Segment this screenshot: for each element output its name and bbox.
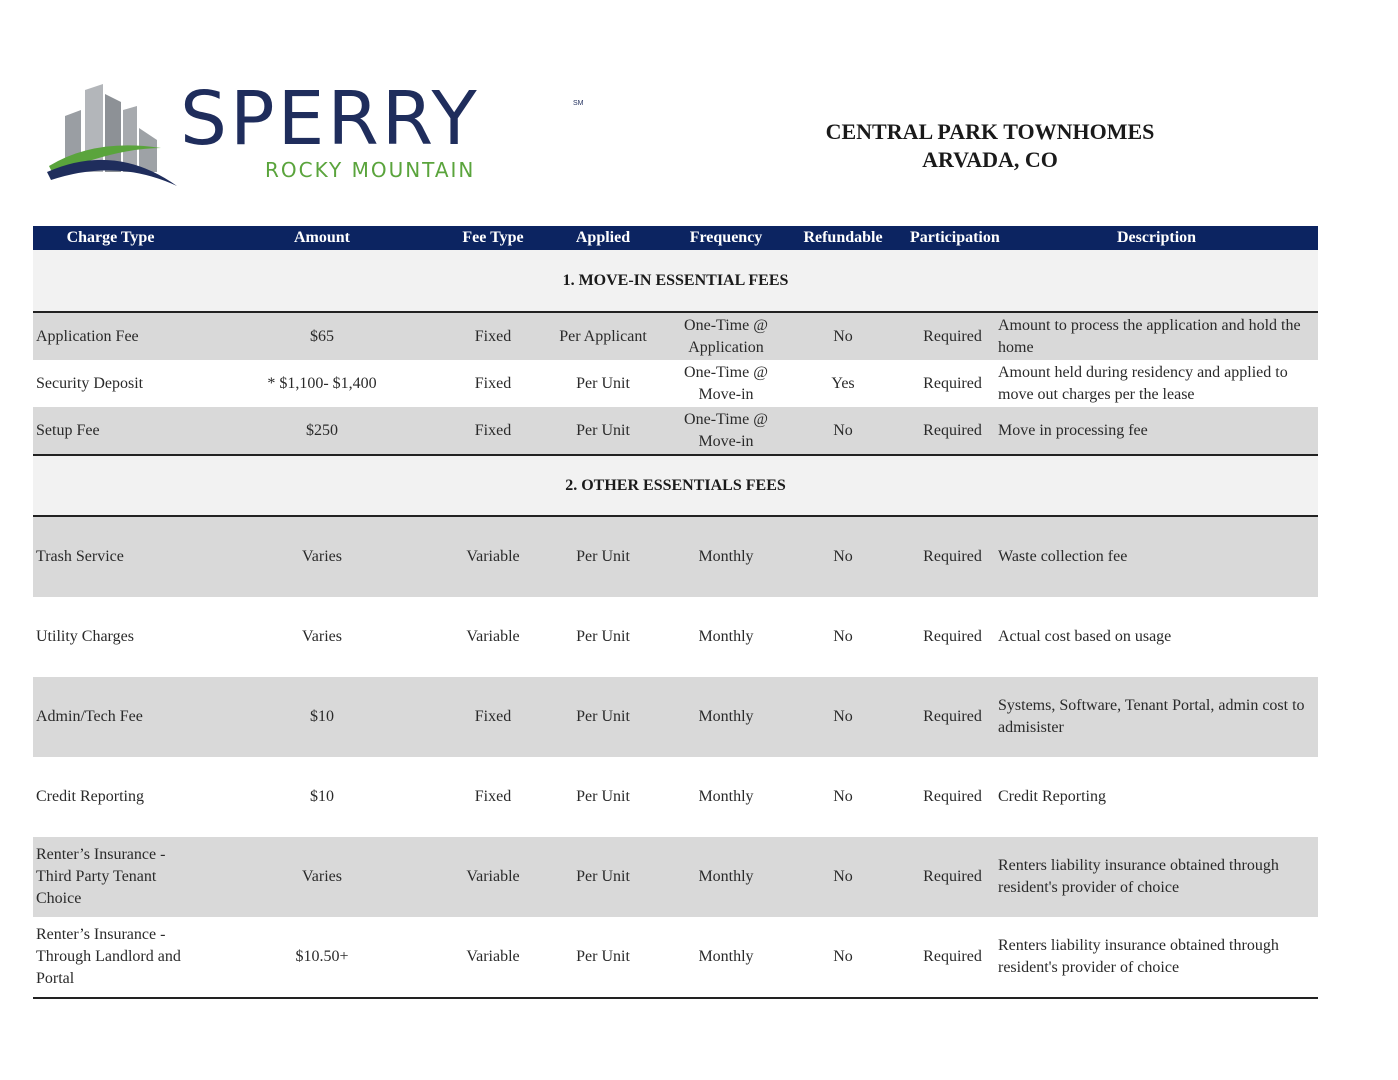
cell-fee-type: Fixed <box>474 327 512 345</box>
column-header: Charge Type <box>66 229 155 246</box>
cell-amount: Varies <box>302 628 342 645</box>
cell-description: Renters liability insurance obtained through resident's provider of choice <box>998 857 1279 896</box>
cell-description: Systems, Software, Tenant Portal, admin cost to admisister <box>998 697 1305 736</box>
table-row <box>33 917 1318 999</box>
cell-fee-type: Variable <box>466 548 520 565</box>
cell-description: Amount to process the application and hold the home <box>998 316 1301 356</box>
cell-frequency: Monthly <box>698 708 754 725</box>
fee-table <box>33 226 1318 999</box>
table-header-row <box>33 226 1318 250</box>
cell-charge-type: Renter’s Insurance - Third Party Tenant Choice <box>36 846 166 907</box>
cell-frequency: One-Time @ Move-in <box>684 363 768 403</box>
cell-fee-type: Fixed <box>474 421 512 439</box>
cell-applied: Per Unit <box>576 788 630 805</box>
cell-participation: Required <box>923 708 982 725</box>
cell-participation: Required <box>923 868 982 885</box>
cell-participation: Required <box>923 788 982 805</box>
cell-charge-type: Setup Fee <box>36 421 100 439</box>
property-name: CENTRAL PARK TOWNHOMES <box>825 119 1155 144</box>
cell-frequency: Monthly <box>698 948 754 965</box>
cell-refundable: No <box>833 868 853 885</box>
logo-service-mark: SM <box>573 100 584 107</box>
cell-fee-type: Variable <box>466 868 520 885</box>
cell-frequency: Monthly <box>698 548 754 565</box>
cell-applied: Per Unit <box>576 421 630 439</box>
cell-amount: $10 <box>310 708 334 725</box>
cell-applied: Per Unit <box>576 374 630 392</box>
cell-charge-type: Admin/Tech Fee <box>36 708 143 725</box>
column-header: Description <box>1116 229 1197 246</box>
cell-charge-type: Utility Charges <box>36 628 134 645</box>
column-header: Amount <box>293 229 350 246</box>
cell-refundable: No <box>833 548 853 565</box>
column-header: Refundable <box>803 229 883 246</box>
column-header: Applied <box>575 229 631 246</box>
cell-refundable: No <box>833 788 853 805</box>
cell-amount: Varies <box>302 868 342 885</box>
cell-charge-type: Application Fee <box>36 327 139 345</box>
cell-fee-type: Fixed <box>474 374 512 392</box>
cell-applied: Per Unit <box>576 868 630 885</box>
cell-refundable: No <box>833 708 853 725</box>
cell-description: Move in processing fee <box>998 421 1148 439</box>
table-row <box>33 313 1318 360</box>
cell-description: Amount held during residency and applied to move out charges per the lease <box>998 363 1288 403</box>
cell-participation: Required <box>923 421 982 439</box>
table-row <box>33 360 1318 407</box>
table-row <box>33 757 1318 837</box>
cell-frequency: Monthly <box>698 628 754 645</box>
cell-applied: Per Unit <box>576 628 630 645</box>
cell-participation: Required <box>923 628 982 645</box>
cell-amount: $65 <box>310 327 334 345</box>
cell-description: Renters liability insurance obtained through resident's provider of choice <box>998 937 1279 976</box>
property-location: ARVADA, CO <box>922 147 1058 172</box>
column-header: Participation <box>910 229 1000 246</box>
cell-applied: Per Unit <box>576 708 630 725</box>
buildings-logo-icon <box>45 80 185 190</box>
cell-fee-type: Variable <box>466 628 520 645</box>
column-header: Frequency <box>689 229 763 246</box>
section-heading: 1. MOVE-IN ESSENTIAL FEES <box>33 250 1318 313</box>
cell-frequency: Monthly <box>698 788 754 805</box>
cell-refundable: No <box>833 628 853 645</box>
cell-description: Waste collection fee <box>998 548 1128 565</box>
cell-refundable: Yes <box>831 374 855 392</box>
cell-applied: Per Applicant <box>559 327 647 345</box>
cell-refundable: No <box>833 948 853 965</box>
cell-participation: Required <box>923 327 982 345</box>
column-header: Fee Type <box>462 229 524 246</box>
cell-refundable: No <box>833 421 853 439</box>
cell-charge-type: Renter’s Insurance - Through Landlord and Portal <box>36 926 181 987</box>
cell-description: Actual cost based on usage <box>998 628 1172 645</box>
cell-amount: * $1,100- $1,400 <box>267 374 377 392</box>
cell-participation: Required <box>923 548 982 565</box>
cell-amount: $250 <box>306 421 338 439</box>
cell-frequency: One-Time @ Application <box>684 316 768 356</box>
cell-charge-type: Trash Service <box>36 548 124 565</box>
cell-fee-type: Fixed <box>474 788 512 805</box>
cell-participation: Required <box>923 948 982 965</box>
cell-fee-type: Variable <box>466 948 520 965</box>
property-heading <box>790 118 1190 174</box>
cell-amount: $10.50+ <box>295 948 349 965</box>
logo-subtitle: ROCKY MOUNTAIN <box>265 158 476 182</box>
table-row <box>33 517 1318 597</box>
table-row <box>33 837 1318 917</box>
table-row <box>33 407 1318 454</box>
cell-description: Credit Reporting <box>998 788 1106 805</box>
table-row <box>33 677 1318 757</box>
cell-charge-type: Credit Reporting <box>36 788 144 805</box>
cell-frequency: One-Time @ Move-in <box>684 410 768 450</box>
section-heading: 2. OTHER ESSENTIALS FEES <box>33 454 1318 517</box>
cell-participation: Required <box>923 374 982 392</box>
cell-fee-type: Fixed <box>474 708 512 725</box>
sperry-logo <box>45 76 605 195</box>
cell-amount: Varies <box>302 548 342 565</box>
cell-charge-type: Security Deposit <box>36 374 144 392</box>
cell-applied: Per Unit <box>576 548 630 565</box>
cell-amount: $10 <box>310 788 334 805</box>
cell-frequency: Monthly <box>698 868 754 885</box>
cell-refundable: No <box>833 327 853 345</box>
cell-applied: Per Unit <box>576 948 630 965</box>
logo-wordmark: SPERRY <box>180 76 480 162</box>
table-row <box>33 597 1318 677</box>
